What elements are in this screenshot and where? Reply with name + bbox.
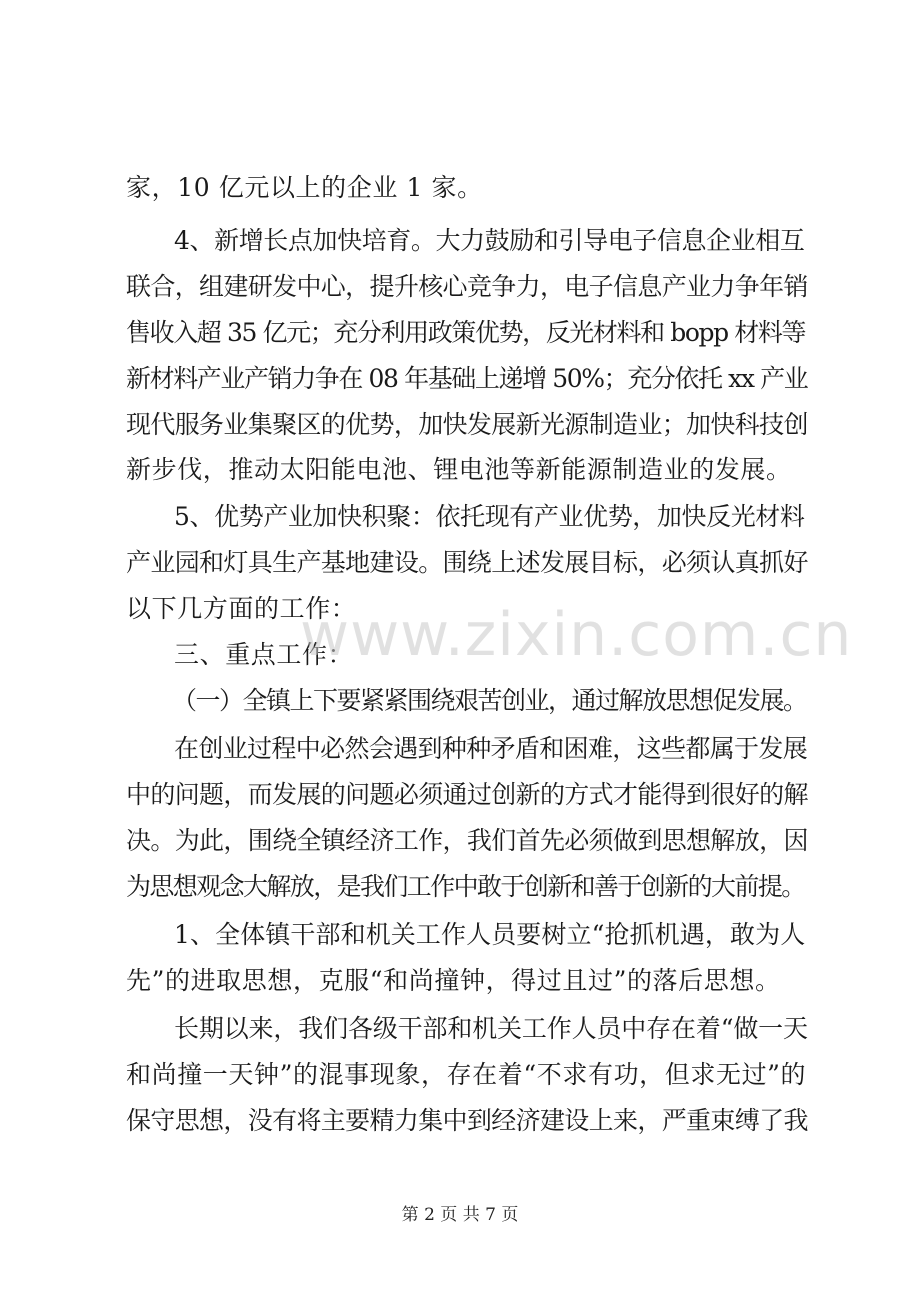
text-line-3: 联合，组建研发中心，提升核心竞争力，电子信息产业力争年销 [126,272,808,301]
text-line-13: 在创业过程中必然会遇到种种矛盾和困难，这些都属于发展 [174,734,808,763]
text-line-12: （一）全镇上下要紧紧围绕艰苦创业，通过解放思想促发展。 [172,686,807,715]
text-line-2: 4、新增长点加快培育。大力鼓励和引导电子信息企业相互 [174,226,805,255]
text-line-6: 现代服务业集聚区的优势，加快发展新光源制造业；加快科技创 [126,410,808,439]
text-line-16: 为思想观念大解放，是我们工作中敢于创新和善于创新的大前提。 [126,872,805,901]
text-line-9: 产业园和灯具生产基地建设。围绕上述发展目标，必须认真抓好 [126,548,808,577]
text-line-7: 新步伐，推动太阳能电池、锂电池等新能源制造业的发展。 [126,455,792,484]
text-line-11: 三、重点工作： [174,640,354,669]
text-line-5: 新材料产业产销力争在 08 年基础上递增 50%；充分依托 xx 产业 [126,364,808,393]
text-line-15: 决。为此，围绕全镇经济工作，我们首先必须做到思想解放，因 [126,826,808,855]
text-line-14: 中的问题，而发展的问题必须通过创新的方式才能得到很好的解 [126,780,808,809]
text-line-10: 以下几方面的工作： [126,594,357,623]
text-line-19: 长期以来，我们各级干部和机关工作人员中存在着“做一天 [174,1014,808,1043]
text-line-4: 售收入超 35 亿元；充分利用政策优势，反光材料和 bopp 材料等 [126,318,806,347]
text-line-21: 保守思想，没有将主要精力集中到经济建设上来，严重束缚了我 [126,1106,808,1135]
text-line-17: 1、全体镇干部和机关工作人员要树立“抢抓机遇，敢为人 [174,920,806,949]
text-line-1: 家，10 亿元以上的企业 1 家。 [126,173,483,202]
page-footer: 第 2 页 共 7 页 [401,1205,519,1225]
text-line-20: 和尚撞一天钟”的混事现象，存在着“不求有功，但求无过”的 [126,1060,807,1089]
watermark: www.zixin.com.cn [300,600,853,670]
text-line-18: 先”的进取思想，克服“和尚撞钟，得过且过”的落后思想。 [126,966,781,995]
text-line-8: 5、优势产业加快积聚：依托现有产业优势，加快反光材料 [174,502,805,531]
